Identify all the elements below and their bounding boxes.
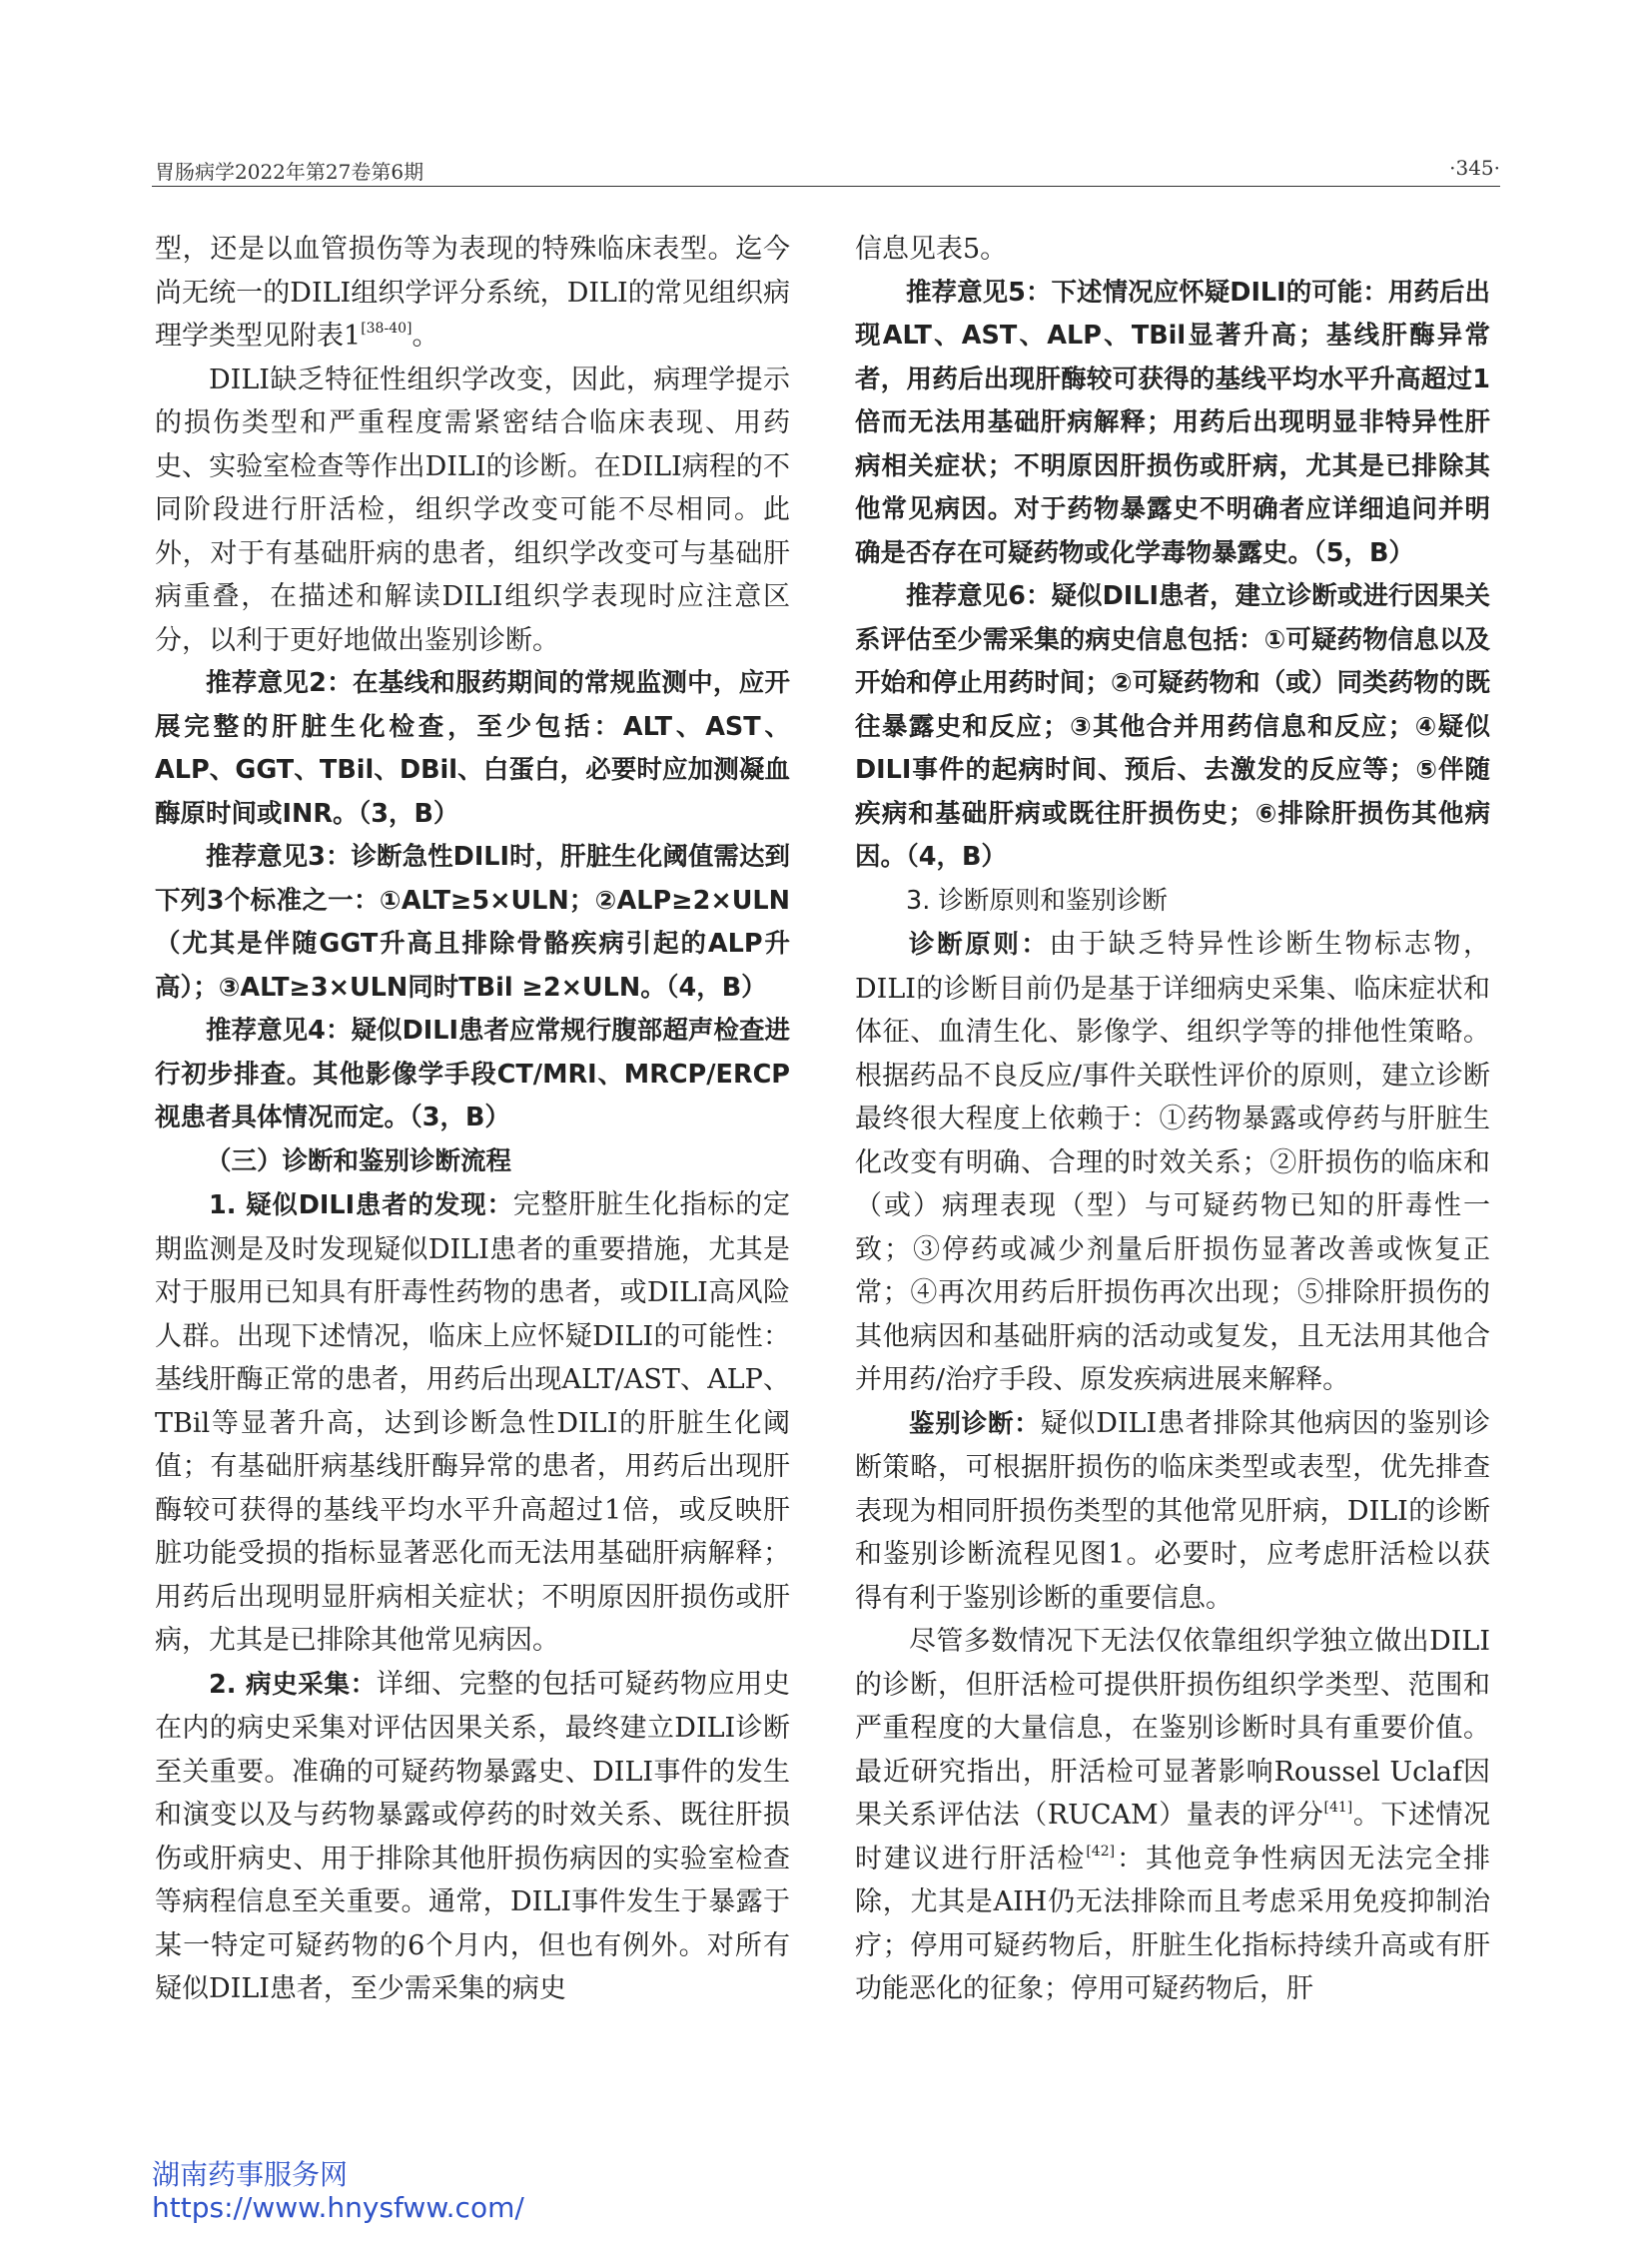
recommendation-5: 推荐意见5：下述情况应怀疑DILI的可能：用药后出现ALT、AST、ALP、TBil显著升高；基线肝酶异常者，用药后出现肝酶较可获得的基线平均水平升高超过1倍而无法用基础肝病解释；用药后出现明显非特异性肝病相关症状；不明原因肝损伤或肝病，尤其是已排除其他常见病因。对于药物暴露史不明确者应详细追问并明确是否存在可疑药物或化学毒物暴露史。（5，B） — [855, 277, 1490, 568]
watermark-url[interactable]: https://www.hnysfww.com/ — [152, 2191, 524, 2224]
citation-ref: [41] — [1323, 1800, 1353, 1816]
paragraph-text: ：其他竞争性病因无法完全排除，尤其是AIH仍无法排除而且考虑采用免疫抑制治疗；停用可疑药物后，肝脏生化指标持续升高或有肝功能恶化的征象；停用可疑药物后，肝 — [855, 1843, 1491, 2004]
paragraph — [855, 923, 1490, 1402]
paragraph — [155, 1183, 790, 1663]
journal-header: 胃肠病学2022年第27卷第6期 — [155, 160, 424, 184]
recommendation-4: 推荐意见4：疑似DILI患者应常规行腹部超声检查进行初步排查。其他影像学手段CT/MRI、MRCP/ERCP视患者具体情况而定。（3，B） — [155, 1016, 790, 1132]
paragraph-text: 尽管多数情况下无法仅依靠组织学独立做出DILI的诊断，但肝活检可提供肝损伤组织学类型、范围和严重程度的大量信息，在鉴别诊断时具有重要价值。最近研究指出，肝活检可显著影响Roussel Uclaf因果关系评估法（RUCAM）量表的评分 — [855, 1626, 1490, 1831]
recommendation-3: 推荐意见3：诊断急性DILI时，肝脏生化阈值需达到下列3个标准之一：①ALT≥5×ULN；②ALP≥2×ULN（尤其是伴随GGT升高且排除骨骼疾病引起的ALP升高）；③ALT≥3×ULN同时TBil ≥2×ULN。（4，B） — [155, 842, 790, 1003]
recommendation-2: 推荐意见2：在基线和服药期间的常规监测中，应开展完整的肝脏生化检查，至少包括：ALT、AST、ALP、GGT、TBil、DBil、白蛋白，必要时应加测凝血酶原时间或INR。（3，B） — [155, 668, 790, 829]
citation-ref: [38-40] — [361, 321, 413, 337]
subsection-title: 2. 病史采集： — [209, 1669, 377, 1700]
paragraph-text: 完整肝脏生化指标的定期监测是及时发现疑似DILI患者的重要措施，尤其是对于服用已知具有肝毒性药物的患者，或DILI高风险人群。出现下述情况，临床上应怀疑DILI的可能性：基线肝酶正常的患者，用药后出现ALT/AST、ALP、TBil等显著升高，达到诊断急性DILI的肝脏生化阈值；有基础肝病基线肝酶异常的患者，用药后出现肝酶较可获得的基线平均水平升高超过1倍，或反映肝脏功能受损的指标显著恶化而无法用基础肝病解释；用药后出现明显肝病相关症状；不明原因肝损伤或肝病，尤其是已排除其他常见病因。 — [155, 1189, 791, 1656]
paragraph-text: 。下述情况时建议进行肝活检 — [855, 1800, 1491, 1874]
left-column — [155, 228, 790, 2011]
paragraph-text: 疑似DILI患者排除其他病因的鉴别诊断策略，可根据肝损伤的临床类型或表型，优先排查表现为相同肝损伤类型的其他常见肝病，DILI的诊断和鉴别诊断流程见图1。必要时，应考虑肝活检以获得有利于鉴别诊断的重要信息。 — [855, 1407, 1490, 1614]
section-heading: （三）诊断和鉴别诊断流程 — [206, 1145, 512, 1176]
paragraph: DILI缺乏特征性组织学改变，因此，病理学提示的损伤类型和严重程度需紧密结合临床表现、用药史、实验室检查等作出DILI的诊断。在DILI病程的不同阶段进行肝活检，组织学改变可能不尽相同。此外，对于有基础肝病的患者，组织学改变可与基础肝病重叠，在描述和解读DILI组织学表现时应注意区分，以利于更好地做出鉴别诊断。 — [155, 364, 790, 656]
paragraph — [155, 228, 790, 359]
paragraph-text: 详细、完整的包括可疑药物应用史在内的病史采集对评估因果关系，最终建立DILI诊断至关重要。准确的可疑药物暴露史、DILI事件的发生和演变以及与药物暴露或停药的时效关系、既往肝损伤或肝病史、用于排除其他肝损伤病因的实验室检查等病程信息至关重要。通常，DILI事件发生于暴露于某一特定可疑药物的6个月内，但也有例外。对所有疑似DILI患者，至少需采集的病史 — [155, 1668, 790, 2004]
subsection-title: 3. 诊断原则和鉴别诊断 — [906, 885, 1168, 916]
paragraph — [855, 1402, 1490, 1621]
paragraph-text: 由于缺乏特异性诊断生物标志物，DILI的诊断目前仍是基于详细病史采集、临床症状和体征、血清生化、影像学、组织学等的排他性策略。根据药品不良反应/事件关联性评价的原则，建立诊断最终很大程度上依赖于：①药物暴露或停药与肝脏生化改变有明确、合理的时效关系；②肝损伤的临床和（或）病理表现（型）与可疑药物已知的肝毒性一致；③停药或减少剂量后肝损伤显著改善或恢复正常；④再次用药后肝损伤再次出现；⑤排除肝损伤的其他病因和基础肝病的活动或复发，且无法用其他合并用药/治疗手段、原发疾病进展来解释。 — [855, 929, 1490, 1395]
page-number: ·345· — [1449, 156, 1500, 180]
paragraph-text: 。 — [412, 321, 439, 352]
paragraph — [155, 1663, 790, 2011]
citation-ref: [42] — [1086, 1843, 1116, 1860]
header-rule — [152, 186, 1500, 187]
paragraph — [855, 1620, 1490, 2011]
right-column — [855, 228, 1490, 2011]
paragraph-text: 型，还是以血管损伤等为表现的特殊临床表型。迄今尚无统一的DILI组织学评分系统，DILI的常见组织病理学类型见附表1 — [155, 234, 790, 352]
run-in-heading: 诊断原则： — [909, 930, 1050, 960]
recommendation-6: 推荐意见6：疑似DILI患者，建立诊断或进行因果关系评估至少需采集的病史信息包括：①可疑药物信息以及开始和停止用药时间；②可疑药物和（或）同类药物的既往暴露史和反应；③其他合并用药信息和反应；④疑似DILI事件的起病时间、预后、去激发的反应等；⑤伴随疾病和基础肝病或既往肝损伤史；⑥排除肝损伤其他病因。（4，B） — [855, 581, 1490, 872]
watermark-site-name: 湖南药事服务网 — [152, 2158, 349, 2191]
paragraph: 信息见表5。 — [855, 234, 1008, 265]
subsection-title: 1. 疑似DILI患者的发现： — [209, 1190, 513, 1220]
run-in-heading: 鉴别诊断： — [909, 1408, 1041, 1439]
